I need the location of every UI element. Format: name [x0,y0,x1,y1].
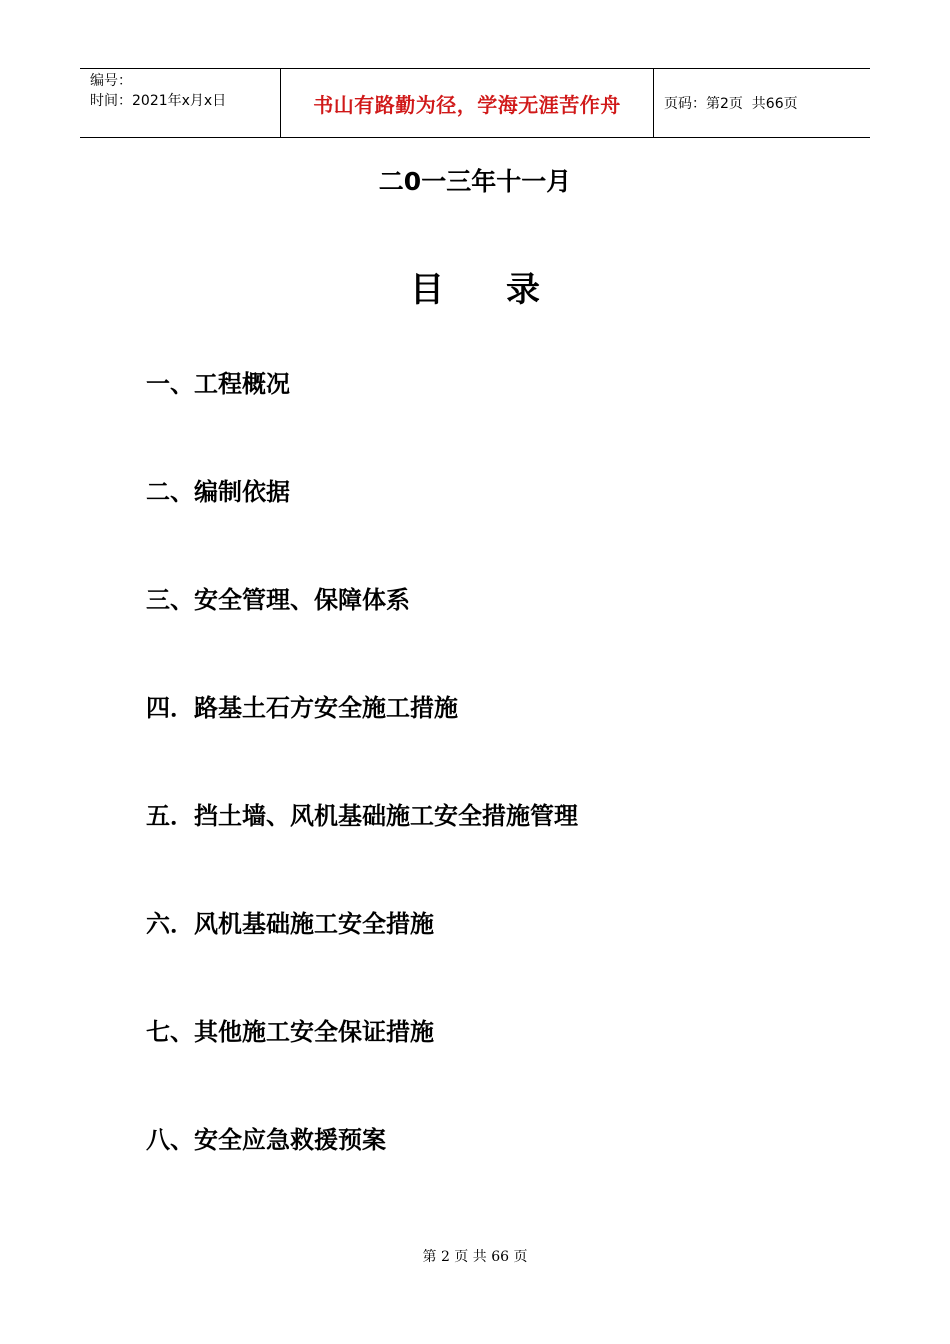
toc-list [146,366,578,1230]
header-page-info [654,69,870,137]
toc-item[interactable]: 五．挡土墙、风机基础施工安全措施管理 [146,802,578,830]
header-meta [80,69,281,137]
toc-item[interactable]: 一、工程概况 [146,370,290,398]
toc-item[interactable]: 七、其他施工安全保证措施 [146,1018,434,1046]
toc-title [0,262,950,311]
document-number-label: 编号： [90,73,132,89]
toc-item[interactable]: 三、安全管理、保障体系 [146,586,410,614]
page-footer: 第 2 页 共 66 页 [422,1249,528,1265]
page-info-text: 页码：第2页 共66页 [664,96,798,112]
toc-item[interactable]: 四．路基土石方安全施工措施 [146,694,458,722]
toc-title-left: 目 [410,270,444,310]
toc-title-right: 录 [506,270,540,310]
toc-item[interactable]: 八、安全应急救援预案 [146,1126,386,1154]
document-time-label: 时间：2021年x月x日 [90,93,227,109]
toc-item[interactable]: 六．风机基础施工安全措施 [146,910,434,938]
toc-item[interactable]: 二、编制依据 [146,478,290,506]
document-date: 二0一三年十一月 [378,167,572,196]
page-header [80,68,870,138]
header-motto: 书山有路勤为径，学海无涯苦作舟 [281,69,654,137]
